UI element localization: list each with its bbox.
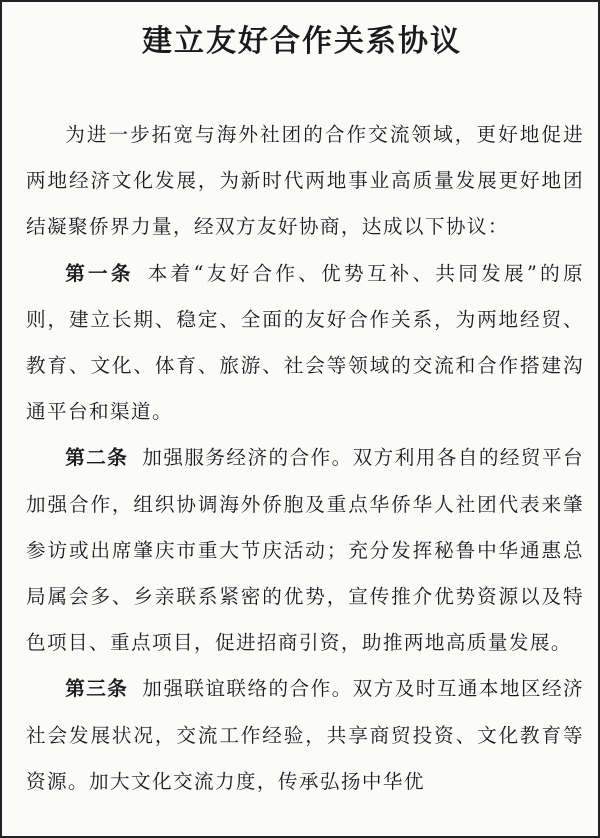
article-2-text: 加强服务经济的合作。双方利用各自的经贸平台加强合作，组织协调海外侨胞及重点华侨华人社团代表来肇参访或出席肇庆市重大节庆活动；充分发挥秘鲁中华通惠总局属会多、乡亲联系紧密的优势，宣传推介优势资源以及特色项目、重点项目，促进招商引资，助推两地高质量发展。 (26, 446, 584, 655)
article-1-label: 第一条 (65, 261, 134, 285)
article-2 (26, 435, 584, 666)
article-1-text: 本着“友好合作、优势互补、共同发展”的原则，建立长期、稳定、全面的友好合作关系，为两地经贸、教育、文化、体育、旅游、社会等领域的交流和合作搭建沟通平台和渠道。 (26, 261, 584, 424)
article-3 (26, 666, 584, 805)
document-body (26, 112, 584, 805)
intro-paragraph: 为进一步拓宽与海外社团的合作交流领域，更好地促进两地经济文化发展，为新时代两地事业高质量发展更好地团结凝聚侨界力量，经双方友好协商，达成以下协议： (26, 123, 584, 239)
article-1 (26, 251, 584, 436)
document-title: 建立友好合作关系协议 (142, 24, 462, 59)
article-3-label: 第三条 (65, 677, 129, 701)
article-2-label: 第二条 (65, 446, 129, 470)
article-3-text: 加强联谊联络的合作。双方及时互通本地区经济社会发展状况，交流工作经验，共享商贸投资、文化教育等资源。加大文化交流力度，传承弘扬中华优 (26, 677, 584, 793)
